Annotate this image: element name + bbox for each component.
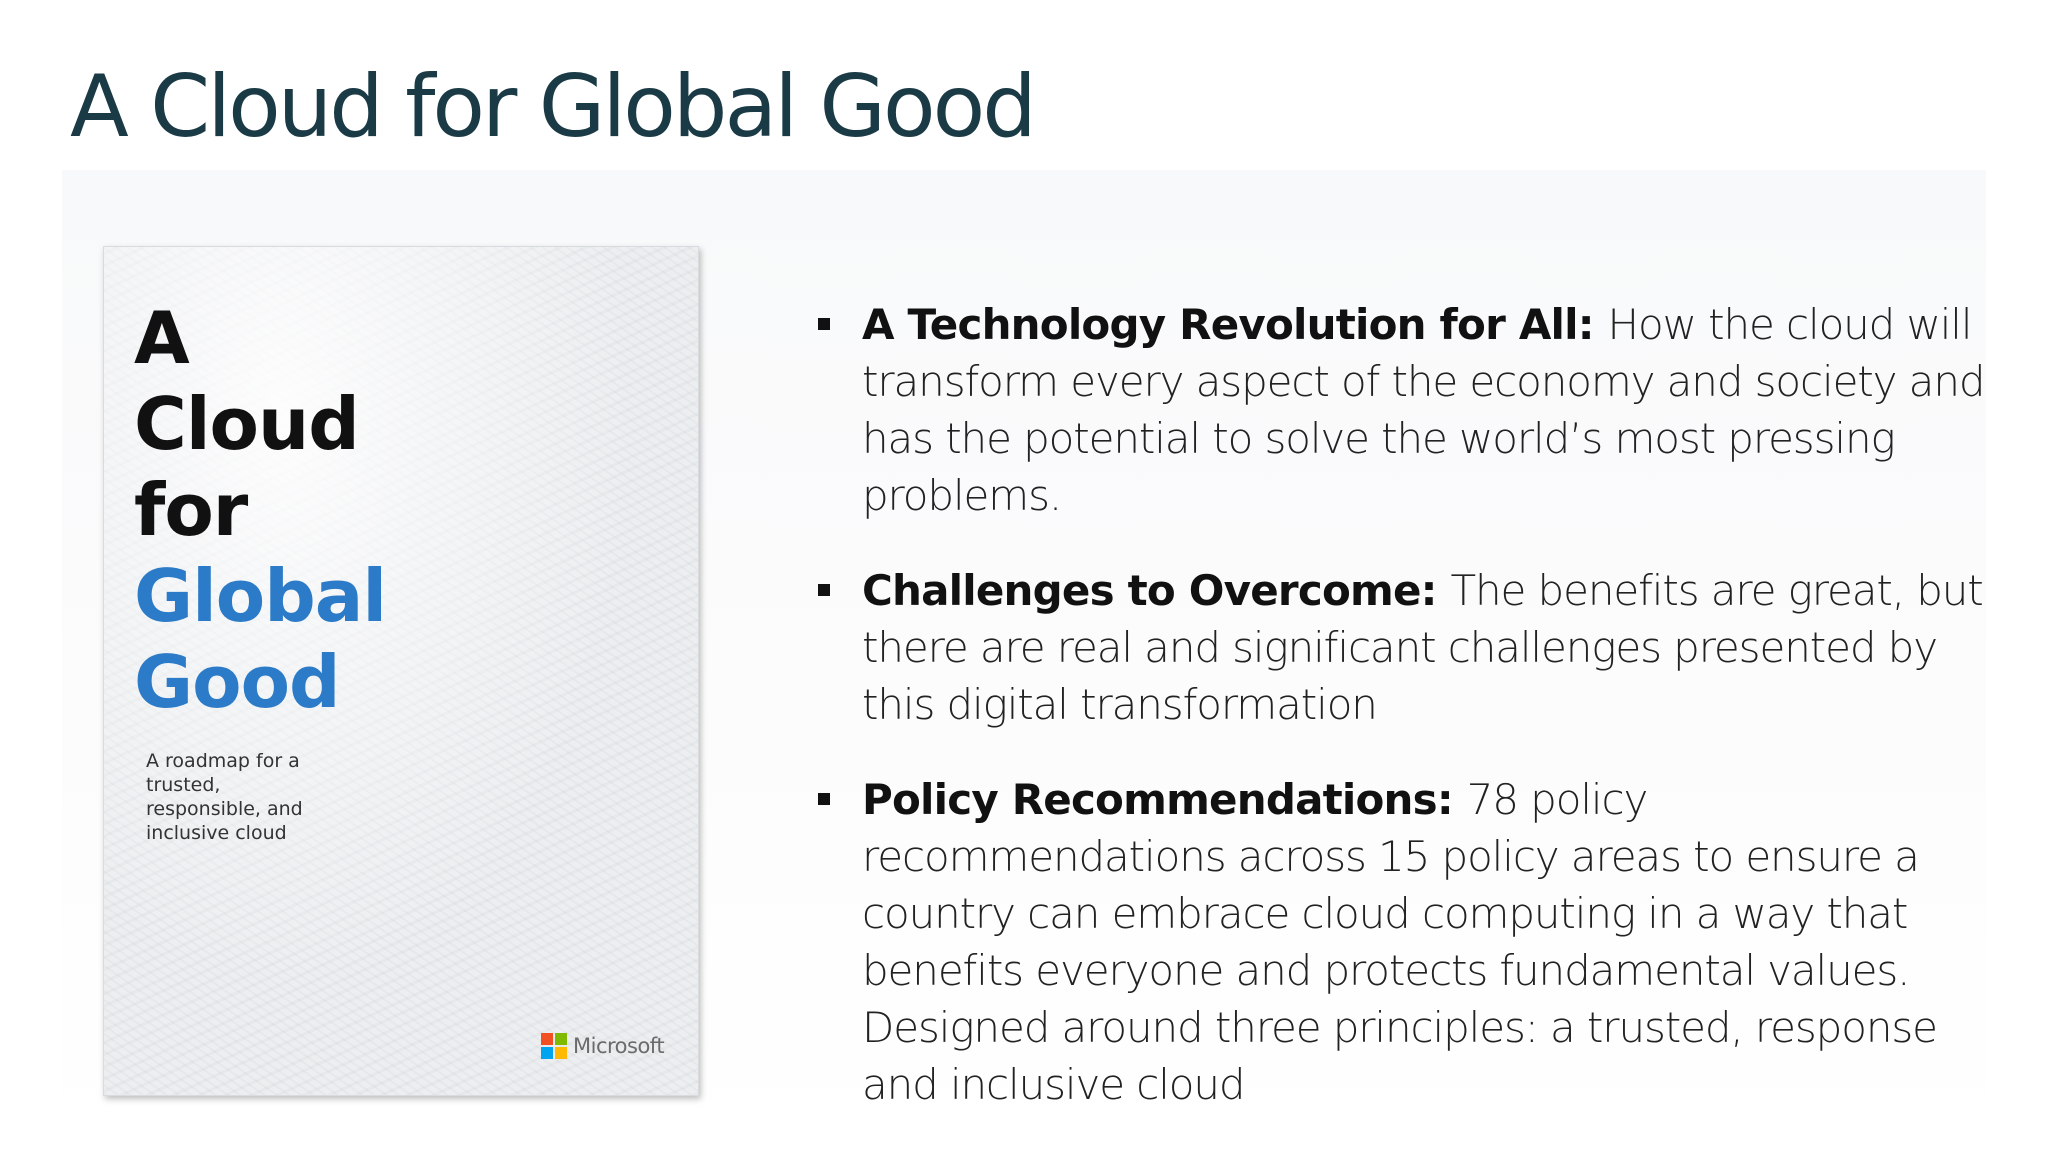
book-cover-image [103, 246, 699, 1096]
bullet-item [818, 771, 2018, 1113]
cover-title-line-highlight: Good [134, 640, 340, 724]
bullet-text: 78 policy recommendations across 15 policy areas to ensure a country can embrace cloud computing in a way that benefits everyone and protects fundamental values. Designed around three principles: a trusted, response and inclusive cloud [862, 775, 1937, 1109]
square-bullet-icon [818, 793, 830, 805]
bullet-text: How the cloud will transform every aspect of the economy and society and has the potential to solve the world’s most pressing problems. [862, 300, 1985, 520]
bullet-item [818, 562, 2018, 733]
bullet-heading: Challenges to Overcome: [862, 566, 1451, 615]
cover-title-line: Cloud [134, 382, 359, 466]
publisher-name: Microsoft [573, 1034, 665, 1058]
cover-subtitle-line: inclusive cloud [146, 822, 287, 844]
cover-subtitle-line: trusted, [146, 774, 221, 796]
bullet-heading: A Technology Revolution for All: [862, 300, 1608, 349]
slide-title: A Cloud for Global Good [70, 57, 1034, 157]
bullet-list [818, 296, 2018, 1113]
square-bullet-icon [818, 318, 830, 330]
cover-subtitle-line: A roadmap for a [146, 750, 300, 772]
bullet-item [818, 296, 2018, 524]
cover-title-line: A [134, 296, 189, 380]
bullet-text: The benefits are great, but there are real and significant challenges presented by this digital transformation [862, 566, 1983, 729]
cover-subtitle [146, 749, 346, 845]
publisher-logo [541, 1033, 664, 1059]
square-bullet-icon [818, 584, 830, 596]
cover-subtitle-line: responsible, and [146, 798, 303, 820]
microsoft-logo-icon [541, 1033, 567, 1059]
cover-title-line: for [134, 468, 248, 552]
cover-title [134, 295, 386, 725]
cover-title-line-highlight: Global [134, 554, 387, 638]
bullet-heading: Policy Recommendations: [862, 775, 1467, 824]
